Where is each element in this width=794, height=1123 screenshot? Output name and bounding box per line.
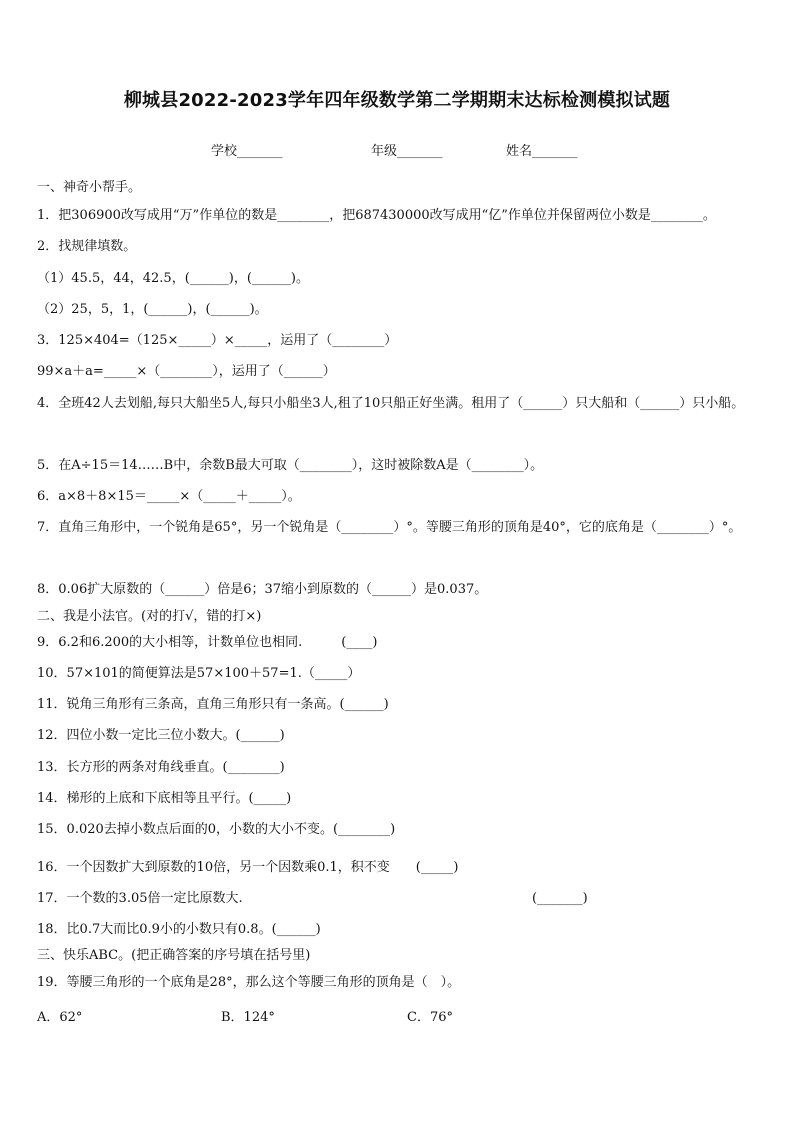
question-14: 14．梯形的上底和下底相等且平行。(_____)	[37, 791, 292, 806]
option-b: B．124°	[221, 1010, 275, 1025]
question-11: 11．锐角三角形有三条高，直角三角形只有一条高。(______)	[37, 697, 389, 712]
school-field: 学校_______	[211, 144, 283, 159]
question-16: 16．一个因数扩大到原数的10倍，另一个因数乘0.1，积不变 (_____)	[37, 860, 459, 875]
question-15: 15．0.020去掉小数点后面的0，小数的大小不变。(________)	[37, 822, 396, 837]
question-5: 5．在A÷15＝14……B中，余数B最大可取（________），这时被除数A是（________）。	[37, 458, 544, 473]
option-c: C．76°	[407, 1010, 453, 1025]
question-18: 18．比0.7大而比0.9小的小数只有0.8。(______)	[37, 922, 321, 937]
question-6: 6．a×8＋8×15＝_____×（_____＋_____）。	[37, 489, 301, 504]
question-2: 2．找规律填数。	[37, 239, 137, 254]
grade-field: 年级_______	[371, 144, 443, 159]
question-4: 4．全班42人去划船,每只大船坐5人,每只小船坐3人,租了10只船正好坐满。租用了（______）只大船和（______）只小船。	[37, 396, 745, 411]
question-3-line-1: 3．125×404=（125×_____）×_____，运用了（________）	[37, 333, 398, 348]
section-heading-1: 一、神奇小帮手。	[37, 180, 142, 195]
question-9: 9．6.2和6.200的大小相等，计数单位也相同. (____)	[37, 635, 378, 650]
question-2-part-1: （1）45.5，44，42.5，(______)，(______)。	[37, 271, 309, 286]
question-10: 10．57×101的简便算法是57×100＋57=1.（_____）	[37, 666, 361, 681]
question-13: 13．长方形的两条对角线垂直。(________)	[37, 760, 285, 775]
name-field: 姓名_______	[506, 144, 578, 159]
question-2-part-2: （2）25，5，1，(______)，(______)。	[37, 302, 268, 317]
section-heading-3: 三、快乐ABC。(把正确答案的序号填在括号里)	[37, 948, 311, 963]
question-12: 12．四位小数一定比三位小数大。(______)	[37, 728, 285, 743]
question-3-line-2: 99×a＋a=_____×（________），运用了（______）	[37, 364, 336, 379]
question-19: 19．等腰三角形的一个底角是28°，那么这个等腰三角形的顶角是（ ）。	[37, 975, 461, 990]
question-17: 17．一个数的3.05倍一定比原数大.	[37, 891, 243, 906]
question-8: 8．0.06扩大原数的（______）倍是6；37缩小到原数的（______）是0.037。	[37, 582, 488, 597]
question-1: 1．把306900改写成用“万”作单位的数是________，把687430000改写成用“亿”作单位并保留两位小数是________。	[37, 208, 716, 223]
section-heading-2: 二、我是小法官。(对的打√，错的打×)	[37, 609, 262, 624]
page-title: 柳城县2022-2023学年四年级数学第二学期期末达标检测模拟试题	[123, 90, 671, 111]
question-17-answer-paren: (_______)	[532, 891, 588, 906]
question-7: 7．直角三角形中，一个锐角是65°，另一个锐角是（________）°。等腰三角形的顶角是40°，它的底角是（________）°。	[37, 520, 742, 535]
option-a: A．62°	[37, 1010, 83, 1025]
